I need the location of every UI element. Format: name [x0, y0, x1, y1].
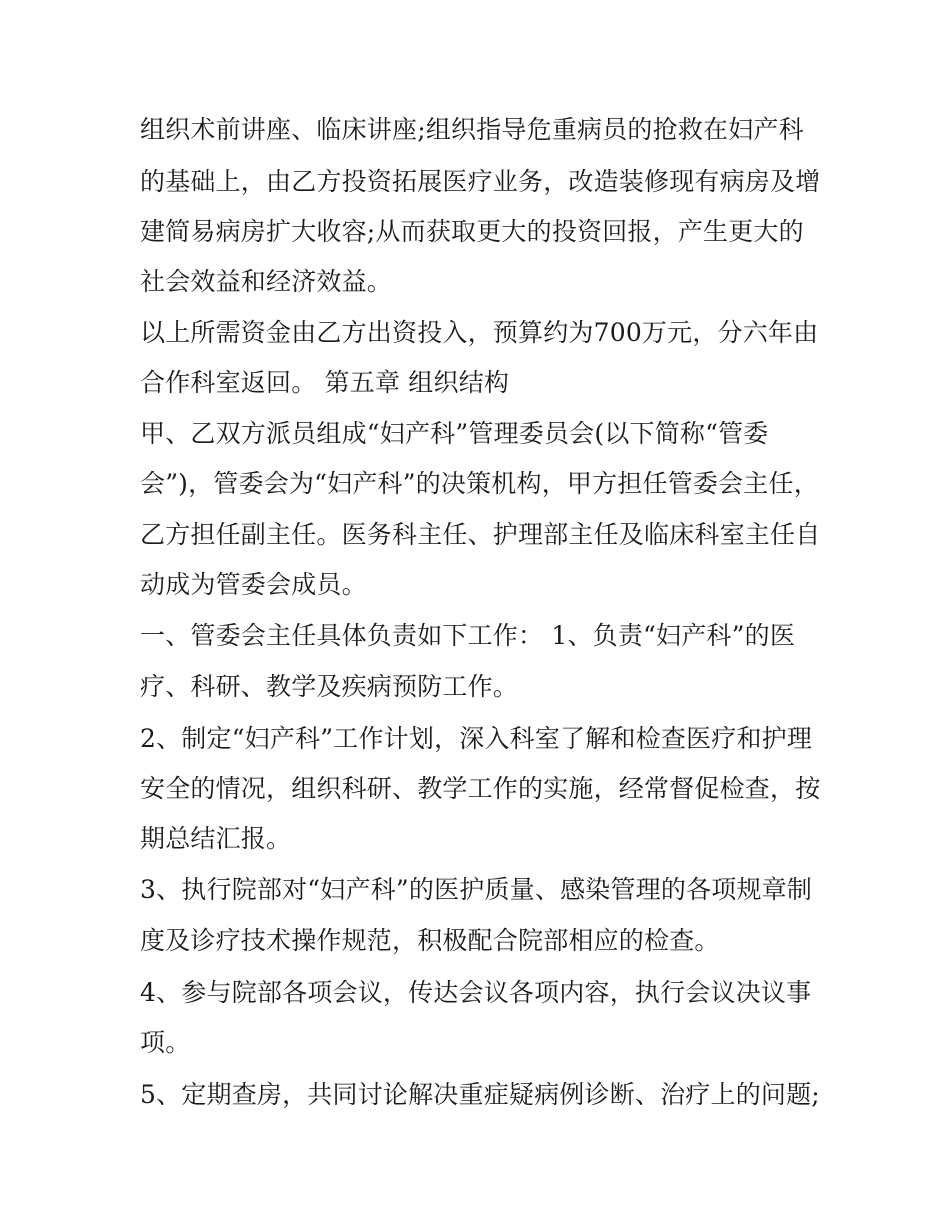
text-line-20: 5、定期查房，共同讨论解决重症疑病例诊断、治疗上的问题; — [140, 1080, 820, 1109]
text-line-1: 组织术前讲座、临床讲座;组织指导危重病员的抢救在妇产科 — [140, 115, 804, 144]
text-line-7: 甲、乙双方派员组成“妇产科”管理委员会(以下简称“管委 — [140, 419, 769, 448]
text-line-14: 安全的情况，组织科研、教学工作的实施，经常督促检查，按 — [140, 774, 821, 803]
text-line-17: 度及诊疗技术操作规范，积极配合院部相应的检查。 — [140, 926, 720, 955]
text-line-3: 建简易病房扩大收容;从而获取更大的投资回报，产生更大的 — [140, 217, 804, 246]
text-line-6: 合作科室返回。 第五章 组织结构 — [140, 368, 510, 397]
text-line-8: 会”)，管委会为“妇产科”的决策机构，甲方担任管委会主任， — [140, 469, 819, 498]
text-line-4: 社会效益和经济效益。 — [140, 267, 393, 296]
text-line-13: 2、制定“妇产科”工作计划，深入科室了解和检查医疗和护理 — [140, 724, 813, 753]
text-line-5: 以上所需资金由乙方出资投入，预算约为700万元，分六年由 — [140, 318, 819, 347]
text-line-2: 的基础上，由乙方投资拓展医疗业务，改造装修现有病房及增 — [140, 167, 821, 196]
text-line-10: 动成为管委会成员。 — [140, 570, 367, 599]
text-line-19: 项。 — [140, 1028, 191, 1057]
text-line-11: 一、管委会主任具体负责如下工作： 1、负责“妇产科”的医 — [140, 621, 796, 650]
text-line-12: 疗、科研、教学及疾病预防工作。 — [140, 672, 519, 701]
text-line-18: 4、参与院部各项会议，传达会议各项内容，执行会议决议事 — [140, 978, 812, 1007]
text-line-9: 乙方担任副主任。医务科主任、护理部主任及临床科室主任自 — [140, 520, 821, 549]
text-line-16: 3、执行院部对“妇产科”的医护质量、感染管理的各项规章制 — [140, 875, 813, 904]
text-line-15: 期总结汇报。 — [140, 824, 292, 853]
